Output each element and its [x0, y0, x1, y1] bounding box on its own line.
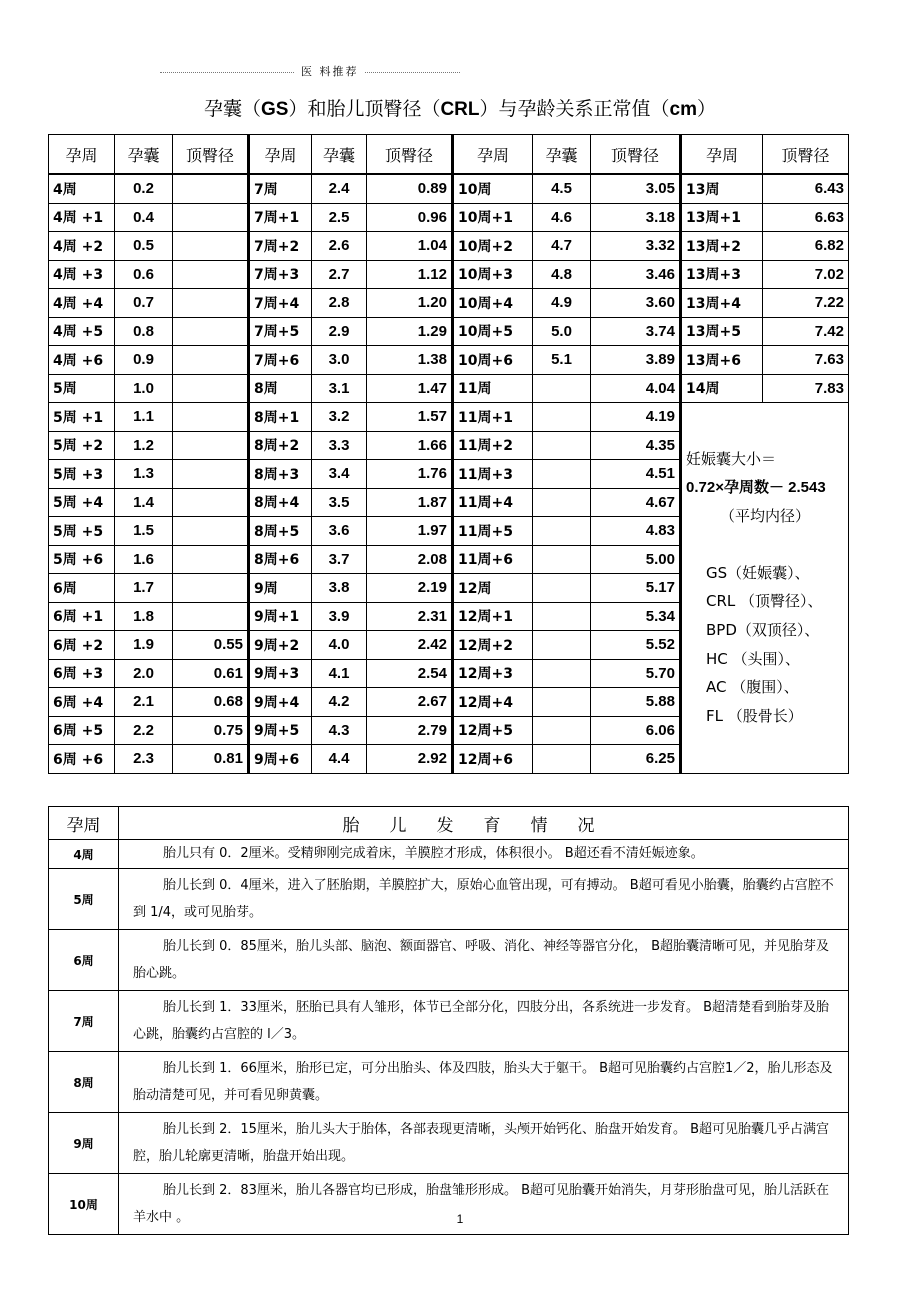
week-cell: 6周 [49, 930, 119, 991]
value-cell: 4.6 [533, 203, 591, 232]
page-title [0, 94, 920, 121]
value-cell: 4.8 [533, 260, 591, 289]
week-cell: 4周 +4 [49, 289, 115, 318]
week-cell: 5周 +2 [49, 431, 115, 460]
abbreviation-line: GS（妊娠囊）、 [706, 563, 810, 582]
table-row [49, 374, 849, 403]
week-cell: 10周 [49, 1174, 119, 1235]
value-cell: 0.61 [173, 659, 249, 688]
value-cell: 3.2 [312, 403, 367, 432]
column-header: 孕周 [249, 135, 312, 175]
week-cell: 8周 [249, 374, 312, 403]
week-cell: 5周 +3 [49, 460, 115, 489]
week-cell: 11周+3 [453, 460, 533, 489]
header-text: 医 料推荐 [295, 63, 365, 79]
value-cell: 4.19 [591, 403, 681, 432]
value-cell: 1.0 [115, 374, 173, 403]
value-cell: 6.82 [763, 232, 849, 261]
week-cell: 10周+3 [453, 260, 533, 289]
value-cell [533, 374, 591, 403]
week-cell: 6周 +5 [49, 716, 115, 745]
value-cell: 3.74 [591, 317, 681, 346]
value-cell: 3.1 [312, 374, 367, 403]
week-cell: 7周+1 [249, 203, 312, 232]
value-cell [173, 431, 249, 460]
fetal-development-table [48, 806, 849, 1235]
value-cell: 1.20 [367, 289, 453, 318]
value-cell: 2.79 [367, 716, 453, 745]
table-row [49, 203, 849, 232]
table-row [49, 1113, 849, 1174]
value-cell [533, 431, 591, 460]
value-cell: 2.42 [367, 631, 453, 660]
value-cell: 2.19 [367, 574, 453, 603]
value-cell: 1.1 [115, 403, 173, 432]
value-cell: 3.9 [312, 602, 367, 631]
week-cell: 9周+3 [249, 659, 312, 688]
table-header-row [49, 807, 849, 840]
value-cell [173, 602, 249, 631]
week-cell: 10周 [453, 174, 533, 203]
value-cell [173, 260, 249, 289]
value-cell: 0.8 [115, 317, 173, 346]
week-cell: 6周 +4 [49, 688, 115, 717]
value-cell: 1.3 [115, 460, 173, 489]
week-cell: 7周+6 [249, 346, 312, 375]
value-cell: 2.08 [367, 545, 453, 574]
value-cell: 0.96 [367, 203, 453, 232]
value-cell: 1.97 [367, 517, 453, 546]
value-cell [533, 688, 591, 717]
description-cell: 胎儿只有 0．2厘米。受精卵刚完成着床，羊膜腔才形成，体积很小。 B超还看不清妊娠迹象。 [119, 840, 849, 869]
value-cell: 3.89 [591, 346, 681, 375]
value-cell: 3.18 [591, 203, 681, 232]
column-header: 胎儿发育情况 [119, 807, 849, 840]
week-cell: 9周+6 [249, 745, 312, 774]
value-cell: 1.5 [115, 517, 173, 546]
week-cell: 8周+2 [249, 431, 312, 460]
week-cell: 11周+1 [453, 403, 533, 432]
value-cell [533, 745, 591, 774]
week-cell: 13周 [681, 174, 763, 203]
week-cell: 11周+5 [453, 517, 533, 546]
value-cell: 0.81 [173, 745, 249, 774]
week-cell: 11周+4 [453, 488, 533, 517]
title-gs: GS [260, 99, 289, 120]
title-part4: ） [697, 98, 717, 120]
value-cell [173, 545, 249, 574]
description-cell: 胎儿长到 2．83厘米，胎儿各器官均已形成，胎盘雏形形成。 B超可见胎囊开始消失，月芽形胎盘可见，胎儿活跃在羊水中 。 [119, 1174, 849, 1235]
table-row [49, 1052, 849, 1113]
title-part2: ）和胎儿顶臀径（ [288, 98, 441, 120]
week-cell: 5周 [49, 374, 115, 403]
value-cell: 2.1 [115, 688, 173, 717]
table-row [49, 991, 849, 1052]
value-cell [173, 203, 249, 232]
week-cell: 4周 +5 [49, 317, 115, 346]
value-cell: 1.4 [115, 488, 173, 517]
week-cell: 10周+6 [453, 346, 533, 375]
week-cell: 6周 +2 [49, 631, 115, 660]
week-cell: 12周 [453, 574, 533, 603]
title-crl: CRL [440, 99, 480, 120]
value-cell: 4.1 [312, 659, 367, 688]
column-header: 孕周 [453, 135, 533, 175]
value-cell: 3.7 [312, 545, 367, 574]
table-row [49, 174, 849, 203]
week-cell: 9周+2 [249, 631, 312, 660]
week-cell: 10周+4 [453, 289, 533, 318]
value-cell [533, 545, 591, 574]
value-cell: 2.0 [115, 659, 173, 688]
value-cell: 7.22 [763, 289, 849, 318]
table-row [49, 403, 849, 432]
week-cell: 6周 +3 [49, 659, 115, 688]
title-part1: 孕囊（ [203, 98, 261, 120]
week-cell: 7周+3 [249, 260, 312, 289]
value-cell: 3.46 [591, 260, 681, 289]
value-cell [533, 403, 591, 432]
value-cell [533, 716, 591, 745]
week-cell: 9周 [249, 574, 312, 603]
value-cell [533, 602, 591, 631]
value-cell: 2.3 [115, 745, 173, 774]
abbreviation-line: BPD（双顶径）、 [706, 620, 820, 639]
value-cell [173, 289, 249, 318]
value-cell: 1.29 [367, 317, 453, 346]
abbreviation-line: AC （腹围）、 [706, 678, 799, 697]
value-cell: 4.67 [591, 488, 681, 517]
week-cell: 12周+5 [453, 716, 533, 745]
value-cell: 4.7 [533, 232, 591, 261]
value-cell: 3.6 [312, 517, 367, 546]
week-cell: 8周+4 [249, 488, 312, 517]
week-cell: 8周+3 [249, 460, 312, 489]
table-row [49, 346, 849, 375]
week-cell: 5周 +6 [49, 545, 115, 574]
week-cell: 11周+6 [453, 545, 533, 574]
column-header: 顶臀径 [367, 135, 453, 175]
column-header: 孕周 [49, 807, 119, 840]
value-cell: 5.88 [591, 688, 681, 717]
value-cell: 1.7 [115, 574, 173, 603]
value-cell: 2.67 [367, 688, 453, 717]
week-cell: 6周 +6 [49, 745, 115, 774]
description-cell: 胎儿长到 1．33厘米，胚胎已具有人雏形，体节已全部分化，四肢分出，各系统进一步发育。 B超清楚看到胎芽及胎心跳，胎囊约占宫腔的 l／3。 [119, 991, 849, 1052]
value-cell: 3.8 [312, 574, 367, 603]
value-cell [533, 574, 591, 603]
value-cell [173, 460, 249, 489]
week-cell: 6周 +1 [49, 602, 115, 631]
value-cell: 0.75 [173, 716, 249, 745]
week-cell: 12周+2 [453, 631, 533, 660]
week-cell: 13周+5 [681, 317, 763, 346]
week-cell: 7周+2 [249, 232, 312, 261]
value-cell: 4.3 [312, 716, 367, 745]
week-cell: 4周 +6 [49, 346, 115, 375]
value-cell [173, 374, 249, 403]
column-header: 孕周 [681, 135, 763, 175]
value-cell: 0.68 [173, 688, 249, 717]
value-cell: 0.4 [115, 203, 173, 232]
value-cell: 4.4 [312, 745, 367, 774]
value-cell: 1.47 [367, 374, 453, 403]
table-row [49, 289, 849, 318]
value-cell: 2.9 [312, 317, 367, 346]
value-cell: 4.35 [591, 431, 681, 460]
value-cell [173, 488, 249, 517]
value-cell: 5.00 [591, 545, 681, 574]
abbreviation-line: CRL （顶臀径）、 [706, 592, 823, 611]
week-cell: 7周+4 [249, 289, 312, 318]
week-cell: 8周 [49, 1052, 119, 1113]
description-cell: 胎儿长到 2．15厘米，胎儿头大于胎体，各部表现更清晰，头颅开始钙化、胎盘开始发育。 B超可见胎囊几乎占满宫腔，胎儿轮廓更清晰，胎盘开始出现。 [119, 1113, 849, 1174]
week-cell: 13周+3 [681, 260, 763, 289]
column-header: 孕囊 [533, 135, 591, 175]
week-cell: 13周+1 [681, 203, 763, 232]
week-cell: 12周+1 [453, 602, 533, 631]
value-cell: 1.6 [115, 545, 173, 574]
value-cell: 4.2 [312, 688, 367, 717]
column-header: 顶臀径 [173, 135, 249, 175]
title-part3: ）与孕龄关系正常值（ [479, 98, 670, 120]
value-cell: 0.9 [115, 346, 173, 375]
formula-line: （平均内径） [719, 507, 810, 526]
value-cell: 1.76 [367, 460, 453, 489]
week-cell: 5周 +1 [49, 403, 115, 432]
value-cell: 7.63 [763, 346, 849, 375]
value-cell: 6.43 [763, 174, 849, 203]
formula-line: 0.72×孕周数－ 2.543 [686, 478, 826, 496]
value-cell: 3.4 [312, 460, 367, 489]
note-spacer [686, 531, 844, 559]
value-cell: 4.83 [591, 517, 681, 546]
formula-line: 妊娠囊大小＝ [686, 450, 777, 468]
value-cell: 5.1 [533, 346, 591, 375]
week-cell: 8周+5 [249, 517, 312, 546]
week-cell: 4周 [49, 174, 115, 203]
value-cell: 1.04 [367, 232, 453, 261]
value-cell: 0.89 [367, 174, 453, 203]
abbreviation-line: HC （头围）、 [706, 649, 801, 668]
week-cell: 11周+2 [453, 431, 533, 460]
value-cell: 3.05 [591, 174, 681, 203]
abbreviation-line: FL （股骨长） [706, 706, 803, 725]
description-cell: 胎儿长到 1．66厘米，胎形已定，可分出胎头、体及四肢，胎头大于躯干。 B超可见胎囊约占宫腔1／2，胎儿形态及胎动清楚可见，并可看见卵黄囊。 [119, 1052, 849, 1113]
value-cell: 4.51 [591, 460, 681, 489]
week-cell: 14周 [681, 374, 763, 403]
value-cell [173, 174, 249, 203]
value-cell: 5.52 [591, 631, 681, 660]
week-cell: 8周+6 [249, 545, 312, 574]
page-number: 1 [456, 1212, 464, 1226]
value-cell [173, 574, 249, 603]
week-cell: 7周+5 [249, 317, 312, 346]
description-cell: 胎儿长到 0．85厘米，胎儿头部、脑泡、额面器官、呼吸、消化、神经等器官分化， B超胎囊清晰可见，并见胎芽及胎心跳。 [119, 930, 849, 991]
value-cell: 3.5 [312, 488, 367, 517]
value-cell: 2.5 [312, 203, 367, 232]
table-header-row [49, 135, 849, 175]
value-cell: 7.83 [763, 374, 849, 403]
week-cell: 4周 +3 [49, 260, 115, 289]
week-cell: 12周+4 [453, 688, 533, 717]
value-cell: 2.92 [367, 745, 453, 774]
value-cell: 5.0 [533, 317, 591, 346]
week-cell: 6周 [49, 574, 115, 603]
value-cell [173, 232, 249, 261]
value-cell: 2.4 [312, 174, 367, 203]
value-cell: 0.55 [173, 631, 249, 660]
table-row [49, 232, 849, 261]
value-cell: 3.3 [312, 431, 367, 460]
value-cell [173, 517, 249, 546]
table-row [49, 930, 849, 991]
value-cell: 6.06 [591, 716, 681, 745]
week-cell: 9周+1 [249, 602, 312, 631]
table-row [49, 869, 849, 930]
table-row [49, 317, 849, 346]
week-cell: 8周+1 [249, 403, 312, 432]
column-header: 顶臀径 [763, 135, 849, 175]
value-cell: 1.66 [367, 431, 453, 460]
value-cell: 4.5 [533, 174, 591, 203]
week-cell: 10周+1 [453, 203, 533, 232]
value-cell: 1.8 [115, 602, 173, 631]
formula-note-cell [681, 403, 849, 774]
value-cell: 6.25 [591, 745, 681, 774]
title-unit: cm [669, 99, 697, 120]
week-cell: 9周+5 [249, 716, 312, 745]
table-row [49, 260, 849, 289]
week-cell: 12周+3 [453, 659, 533, 688]
week-cell: 9周 [49, 1113, 119, 1174]
value-cell: 0.6 [115, 260, 173, 289]
value-cell: 5.17 [591, 574, 681, 603]
week-cell: 10周+2 [453, 232, 533, 261]
value-cell: 2.8 [312, 289, 367, 318]
description-cell: 胎儿长到 0．4厘米，进入了胚胎期，羊膜腔扩大，原始心血管出现，可有搏动。 B超可看见小胎囊，胎囊约占宫腔不到 1/4，或可见胎芽。 [119, 869, 849, 930]
week-cell: 10周+5 [453, 317, 533, 346]
column-header: 顶臀径 [591, 135, 681, 175]
note-spacer [686, 403, 844, 445]
value-cell: 5.70 [591, 659, 681, 688]
value-cell [173, 317, 249, 346]
week-cell: 4周 +2 [49, 232, 115, 261]
value-cell: 4.9 [533, 289, 591, 318]
value-cell: 2.54 [367, 659, 453, 688]
value-cell: 2.7 [312, 260, 367, 289]
value-cell [533, 517, 591, 546]
value-cell: 1.12 [367, 260, 453, 289]
week-cell: 7周 [49, 991, 119, 1052]
value-cell: 2.31 [367, 602, 453, 631]
week-cell: 5周 +4 [49, 488, 115, 517]
value-cell: 3.32 [591, 232, 681, 261]
week-cell: 5周 +5 [49, 517, 115, 546]
week-cell: 4周 [49, 840, 119, 869]
column-header: 孕囊 [312, 135, 367, 175]
value-cell: 7.42 [763, 317, 849, 346]
week-cell: 11周 [453, 374, 533, 403]
value-cell: 4.0 [312, 631, 367, 660]
value-cell: 1.38 [367, 346, 453, 375]
value-cell: 3.0 [312, 346, 367, 375]
week-cell: 7周 [249, 174, 312, 203]
value-cell [533, 460, 591, 489]
value-cell: 7.02 [763, 260, 849, 289]
value-cell [533, 659, 591, 688]
value-cell [173, 403, 249, 432]
week-cell: 13周+6 [681, 346, 763, 375]
value-cell: 2.6 [312, 232, 367, 261]
value-cell: 1.87 [367, 488, 453, 517]
value-cell [173, 346, 249, 375]
value-cell: 3.60 [591, 289, 681, 318]
week-cell: 12周+6 [453, 745, 533, 774]
column-header: 孕囊 [115, 135, 173, 175]
value-cell: 0.5 [115, 232, 173, 261]
value-cell: 1.57 [367, 403, 453, 432]
week-cell: 4周 +1 [49, 203, 115, 232]
table-row [49, 840, 849, 869]
value-cell: 0.7 [115, 289, 173, 318]
value-cell: 5.34 [591, 602, 681, 631]
value-cell [533, 631, 591, 660]
value-cell: 2.2 [115, 716, 173, 745]
value-cell: 1.2 [115, 431, 173, 460]
value-cell: 6.63 [763, 203, 849, 232]
week-cell: 13周+2 [681, 232, 763, 261]
value-cell [533, 488, 591, 517]
week-cell: 9周+4 [249, 688, 312, 717]
value-cell: 4.04 [591, 374, 681, 403]
week-cell: 5周 [49, 869, 119, 930]
value-cell: 0.2 [115, 174, 173, 203]
column-header: 孕周 [49, 135, 115, 175]
gestation-values-table [48, 134, 849, 774]
week-cell: 13周+4 [681, 289, 763, 318]
value-cell: 1.9 [115, 631, 173, 660]
